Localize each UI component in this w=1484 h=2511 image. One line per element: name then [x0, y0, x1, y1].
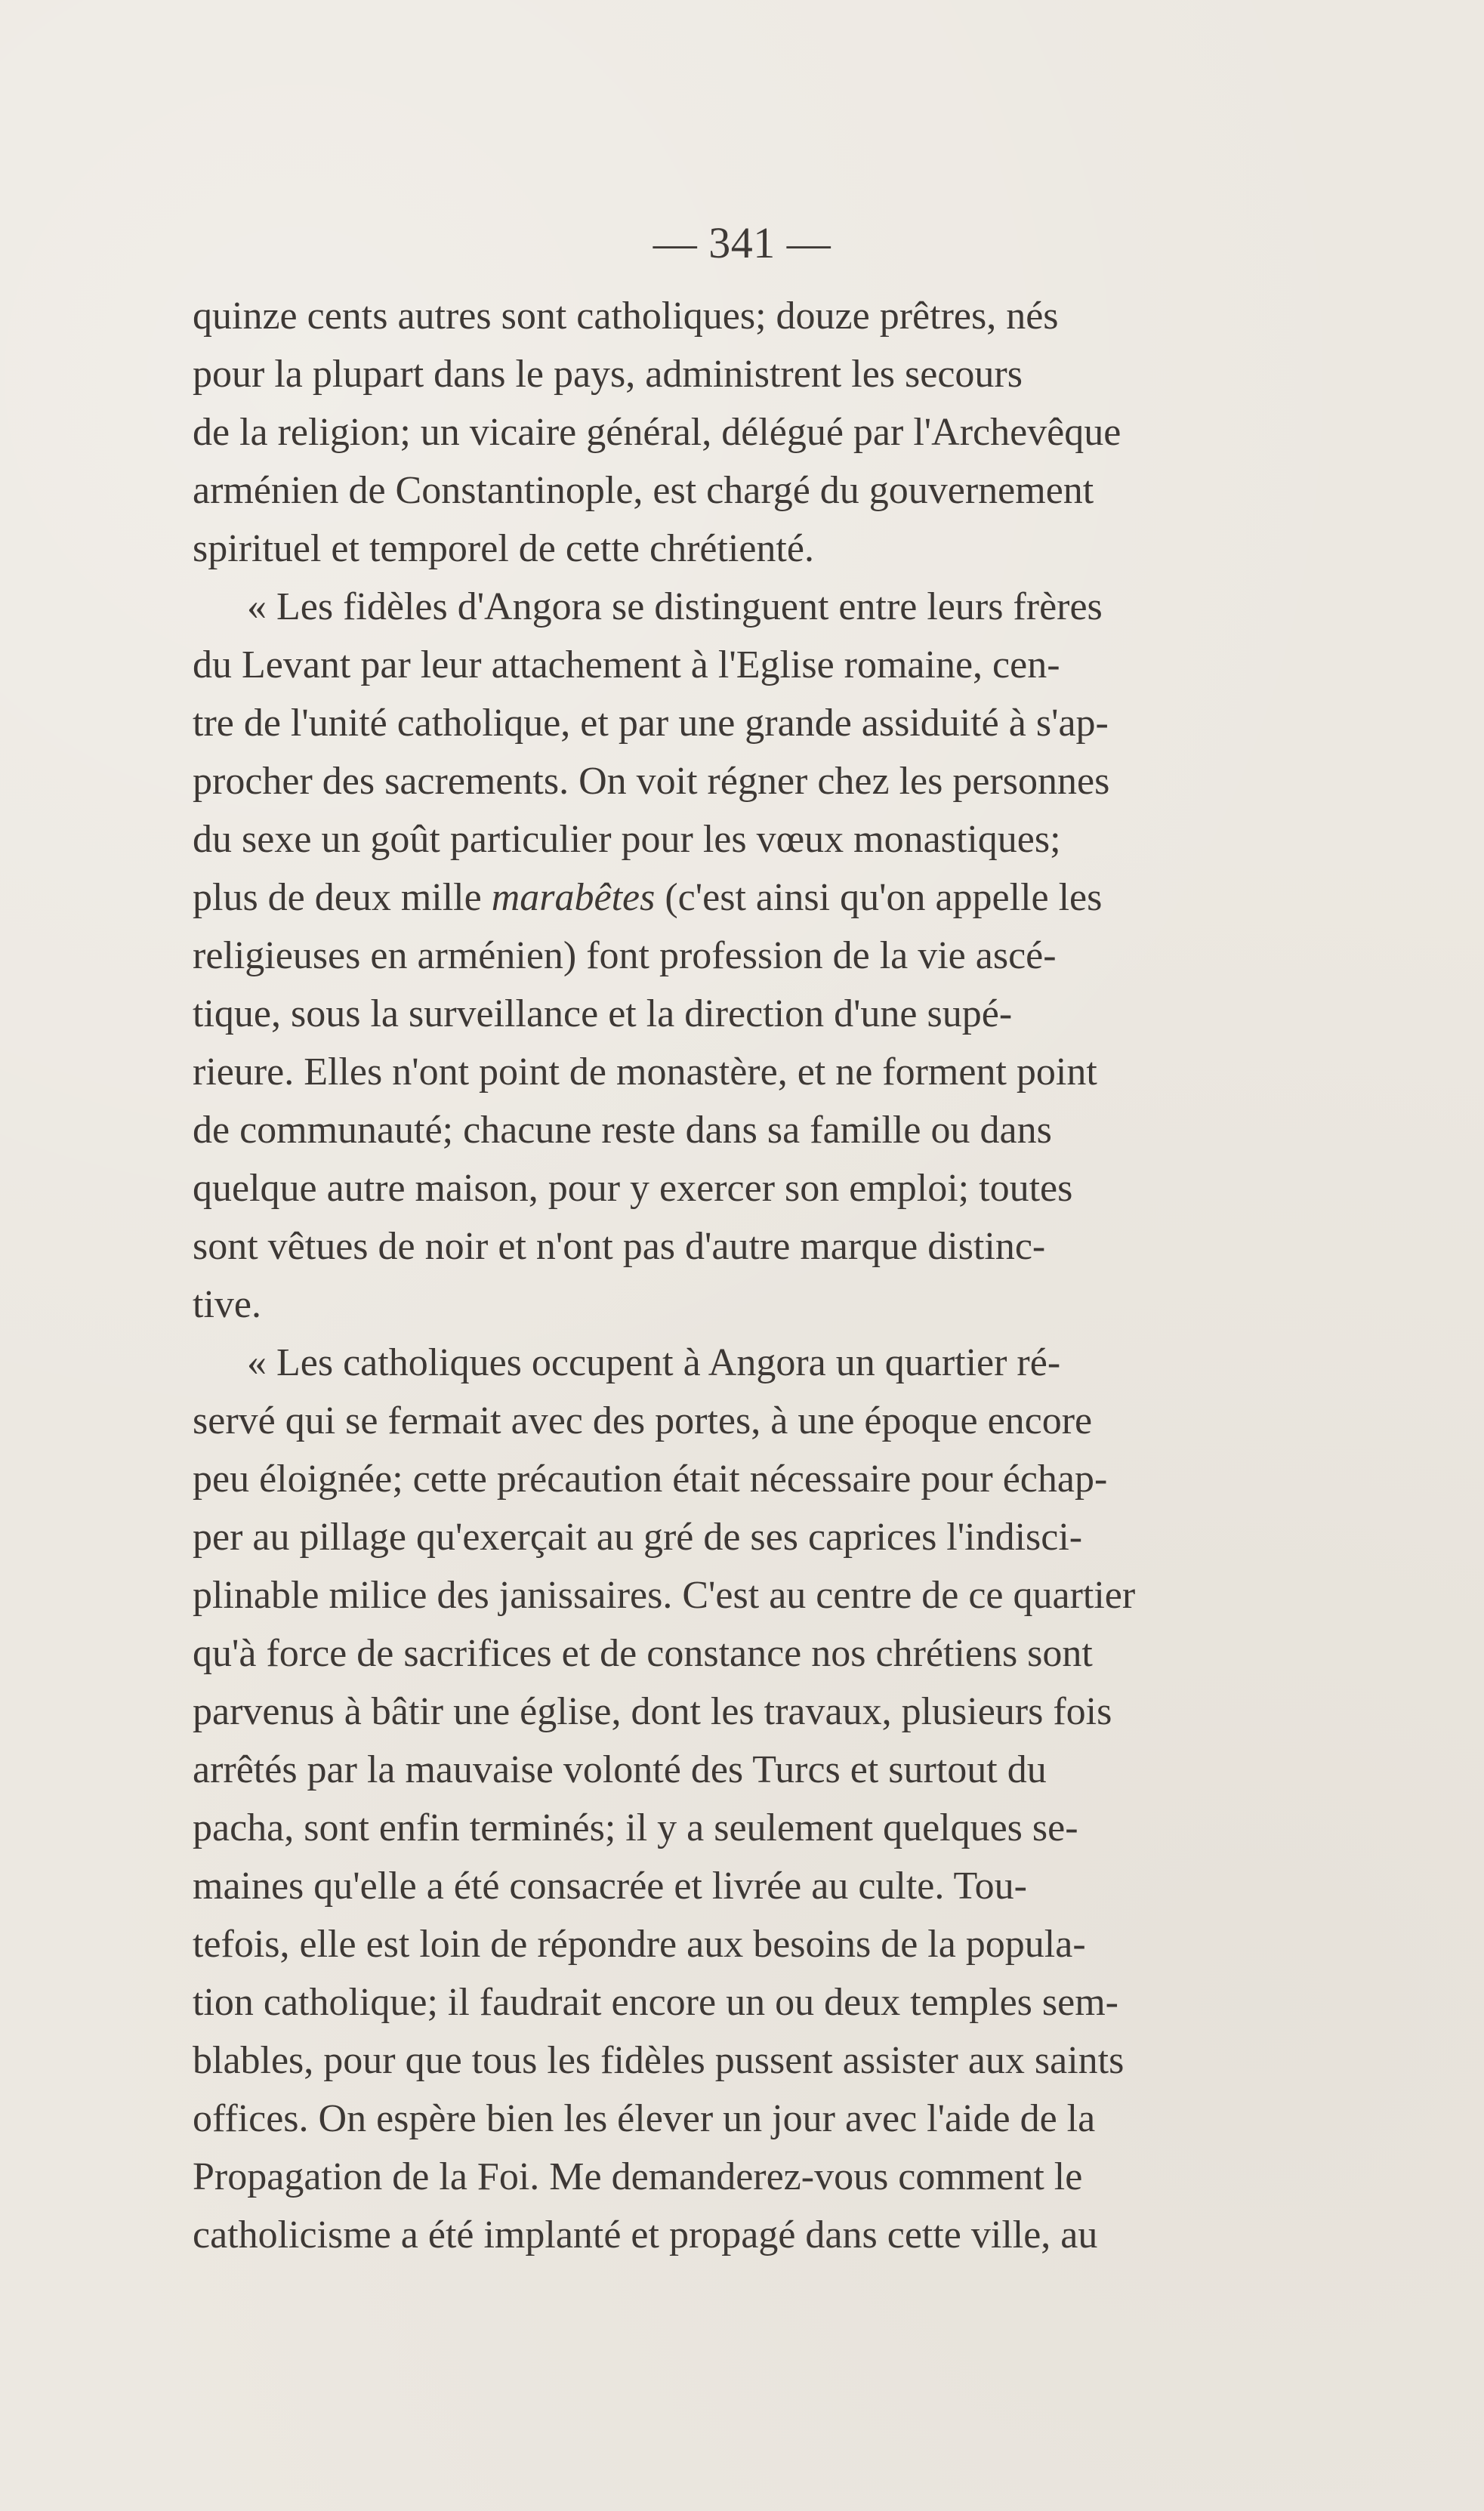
text-line: « Les catholiques occupent à Angora un quartier ré- [247, 1341, 1061, 1384]
text-line: de la religion; un vicaire général, délégué par l'Archevêque [193, 411, 1121, 454]
text-line: de communauté; chacune reste dans sa famille ou dans [193, 1109, 1052, 1152]
text-line: offices. On espère bien les élever un jour avec l'aide de la [193, 2097, 1096, 2140]
text-line: quelque autre maison, pour y exercer son emploi; toutes [193, 1167, 1073, 1210]
text-line: per au pillage qu'exerçait au gré de ses caprices l'indisci- [193, 1516, 1083, 1559]
page-number: — 341 — [653, 218, 831, 267]
text-line: du sexe un goût particulier pour les vœux monastiques; [193, 818, 1061, 861]
text-line: servé qui se fermait avec des portes, à une époque encore [193, 1399, 1093, 1442]
text-line: « Les fidèles d'Angora se distinguent entre leurs frères [247, 585, 1103, 628]
text-line: pour la plupart dans le pays, administrent les secours [193, 353, 1023, 396]
text-line: spirituel et temporel de cette chrétienté. [193, 527, 814, 570]
text-line: rieure. Elles n'ont point de monastère, et ne forment point [193, 1050, 1097, 1094]
text-line: plinable milice des janissaires. C'est au centre de ce quartier [193, 1574, 1136, 1617]
text-line: plus de deux mille marabêtes (c'est ainsi qu'on appelle les [193, 876, 1103, 919]
text-line: tefois, elle est loin de répondre aux besoins de la popula- [193, 1923, 1086, 1966]
text-line: sont vêtues de noir et n'ont pas d'autre marque distinc- [193, 1225, 1046, 1268]
text-line: blables, pour que tous les fidèles pussent assister aux saints [193, 2039, 1125, 2082]
text-line: du Levant par leur attachement à l'Eglise romaine, cen- [193, 643, 1060, 686]
text-line: Propagation de la Foi. Me demanderez-vous comment le [193, 2155, 1083, 2198]
text-line: catholicisme a été implanté et propagé dans cette ville, au [193, 2213, 1098, 2257]
text-line: tre de l'unité catholique, et par une grande assiduité à s'ap- [193, 702, 1109, 745]
text-line: peu éloignée; cette précaution était nécessaire pour échap- [193, 1458, 1108, 1501]
text-line: maines qu'elle a été consacrée et livrée au culte. Tou- [193, 1865, 1027, 1908]
text-line: parvenus à bâtir une église, dont les travaux, plusieurs fois [193, 1690, 1112, 1733]
text-line: qu'à force de sacrifices et de constance nos chrétiens sont [193, 1632, 1093, 1675]
text-line: religieuses en arménien) font profession de la vie ascé- [193, 934, 1057, 977]
text-line: quinze cents autres sont catholiques; douze prêtres, nés [193, 295, 1059, 338]
text-line: arrêtés par la mauvaise volonté des Turcs et surtout du [193, 1748, 1047, 1791]
text-line: tive. [193, 1283, 261, 1326]
text-line: pacha, sont enfin terminés; il y a seulement quelques se- [193, 1806, 1078, 1849]
text-line: procher des sacrements. On voit régner chez les personnes [193, 760, 1110, 803]
text-line: tique, sous la surveillance et la direction d'une supé- [193, 992, 1013, 1035]
body-text [193, 287, 1246, 2264]
text-line: arménien de Constantinople, est chargé du gouvernement [193, 469, 1094, 512]
text-line: tion catholique; il faudrait encore un ou deux temples sem- [193, 1981, 1118, 2024]
